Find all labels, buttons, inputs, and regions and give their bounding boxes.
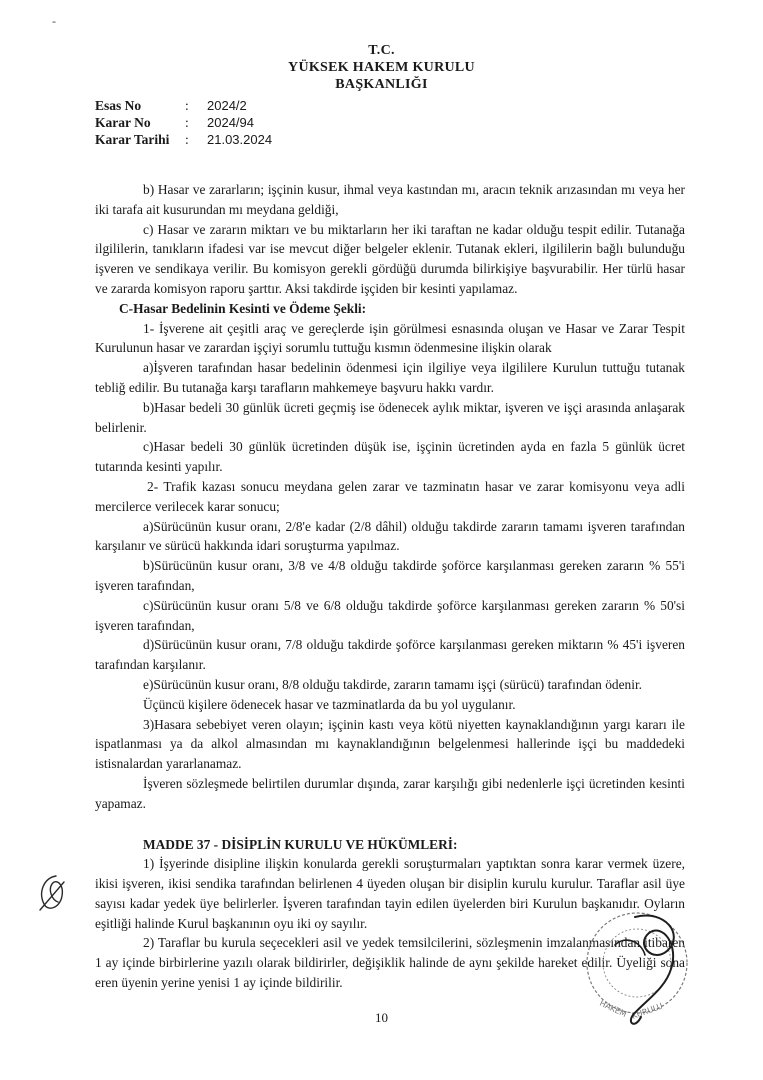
paragraph-c: c) Hasar ve zararın miktarı ve bu miktarların her iki taraftan ne kadar olduğu tespit edilir. Tutanağa ilgililerin, tanıkların ifadesi var ise mevcut diğer belgeler eklenir. Tutanak ekleri, ilgililerin bağlı bulunduğu işveren ve sendikaya verilir. Bu komisyon gerekli gördüğü durumda bilirkişiye başvurabilir. Her türlü hasar ve zararda komisyon raporu şarttır. Aksi takdirde işçiden bir kesinti yapılamaz. <box>95 221 685 296</box>
paragraph-1: 1- İşverene ait çeşitli araç ve gereçlerde işin görülmesi esnasında oluşan ve Hasar ve Zarar Tespit Kurulunun hasar ve zarardan işçiyi sorumlu tuttuğu kısmın ödenmesine ilişkin olarak <box>95 320 685 356</box>
header-presidency: BAŞKANLIĞI <box>335 77 428 92</box>
meta-value: 2024/94 <box>207 115 254 130</box>
paragraph-1c: c)Hasar bedeli 30 günlük ücretinden düşük ise, işçinin ücretinden ayda en fazla 5 günlük ücret tutarında kesinti yapılır. <box>95 439 685 475</box>
paragraph-37-1: 1) İşyerinde disipline ilişkin konularda gerekli soruşturmaları yaptıktan sonra karar vermek üzere, ikisi işveren, ikisi sendika tarafından belirlenen 4 üyeden oluşan bir disiplin kurulu kurulur. Taraflar asil üye sayısı kadar yedek üye belirlerler. İşveren tarafından tayin edilen üyelerden biri Kurulun başkanıdır. Oyların eşitliği halinde Kurul başkanının oyu iki oy sayılır. <box>95 856 685 931</box>
meta-row-tarih <box>95 131 272 148</box>
paragraph-2e: e)Sürücünün kusur oranı, 8/8 olduğu takdirde, zararın tamamı işçi (sürücü) tarafından ödenir. <box>143 676 643 692</box>
paragraph-3: 3)Hasara sebebiyet veren olayın; işçinin kastı veya kötü niyetten kaynaklandığının yargı kararı ile ispatlanması ya da alkol almasından mı kaynaklandığının belgelenmesi hallerinde işçi bu maddedeki istisnalardan yararlanamaz. <box>95 716 685 772</box>
header-court-name: YÜKSEK HAKEM KURULU <box>288 60 475 75</box>
paragraph-2c: c)Sürücünün kusur oranı 5/8 ve 6/8 olduğu takdirde şoförce karşılanması gereken zararın % 50'si işveren tarafından, <box>95 597 685 633</box>
paragraph-2b: b)Sürücünün kusur oranı, 3/8 ve 4/8 olduğu takdirde şoförce karşılanması gereken zararın % 55'i işveren tarafından, <box>95 558 685 593</box>
paragraph-third-parties: Üçüncü kişilere ödenecek hasar ve tazminatlarda da bu yol uygulanır. <box>143 696 516 712</box>
meta-label: Karar No <box>95 115 151 130</box>
meta-value: 21.03.2024 <box>207 132 273 147</box>
document-body <box>95 180 685 993</box>
meta-colon: : <box>185 132 189 147</box>
initials-signature <box>34 870 74 920</box>
corner-mark: - <box>52 14 56 28</box>
article-37-heading: MADDE 37 - DİSİPLİN KURULU VE HÜKÜMLERİ: <box>143 836 458 852</box>
paragraph-1a: a)İşveren tarafından hasar bedelinin ödenmesi için ilgiliye veya ilgililere Kurulun tuttuğu tutanak tebliğ edilir. Bu tutanağa karşı tarafların mahkemeye başvuru hakkı vardır. <box>95 360 685 395</box>
paragraph-b: b) Hasar ve zararların; işçinin kusur, ihmal veya kastından mı, aracın teknik arızasından mı veya her iki tarafa ait kusurundan mı meydana geldiği, <box>95 182 685 217</box>
page-number: 10 <box>375 1010 388 1025</box>
svg-text:KURULU: KURULU <box>630 1001 664 1021</box>
paragraph-employer: İşveren sözleşmede belirtilen durumlar dışında, zarar karşılığı gibi nedenlerle işçi ücretinden kesinti yapamaz. <box>95 775 685 811</box>
paragraph-2: 2- Trafik kazası sonucu meydana gelen zarar ve tazminatın hasar ve zarar komisyonu veya adli mercilerce verilecek karar sonucu; <box>95 478 685 514</box>
meta-colon: : <box>185 115 189 130</box>
svg-text:HAKEM: HAKEM <box>598 998 628 1019</box>
meta-colon: : <box>185 98 189 113</box>
official-seal <box>575 905 715 1040</box>
paragraph-2a: a)Sürücünün kusur oranı, 2/8'e kadar (2/8 dâhil) olduğu takdirde zararın tamamı işveren tarafından karşılanır ve sürücü hakkında idari soruşturma yapılmaz. <box>95 518 685 554</box>
case-meta <box>95 97 272 148</box>
meta-label: Karar Tarihi <box>95 132 170 147</box>
header-tc: T.C. <box>368 43 395 58</box>
section-heading-c: C-Hasar Bedelinin Kesinti ve Ödeme Şekli: <box>119 300 367 316</box>
meta-value: 2024/2 <box>207 98 247 113</box>
paragraph-1b: b)Hasar bedeli 30 günlük ücreti geçmiş ise ödenecek aylık miktar, işveren ve işçi arasında anlaşarak belirlenir. <box>95 399 685 435</box>
meta-label: Esas No <box>95 98 142 113</box>
meta-row-esas <box>95 97 272 114</box>
paragraph-37-2: 2) Taraflar bu kurula seçecekleri asil ve yedek temsilcilerini, sözleşmenin imzalanmasından itibaren 1 ay içinde birbirlerine yazılı olarak bildirirler, değişiklik halinde de aynı şekilde hareket edilir. Üyeliği sona eren üyenin yerine yenisi 1 ay içinde bildirilir. <box>95 935 685 991</box>
paragraph-2d: d)Sürücünün kusur oranı, 7/8 olduğu takdirde şoförce karşılanması gereken miktarın % 45'i işveren tarafından karşılanır. <box>95 637 685 673</box>
meta-row-karar <box>95 114 272 131</box>
